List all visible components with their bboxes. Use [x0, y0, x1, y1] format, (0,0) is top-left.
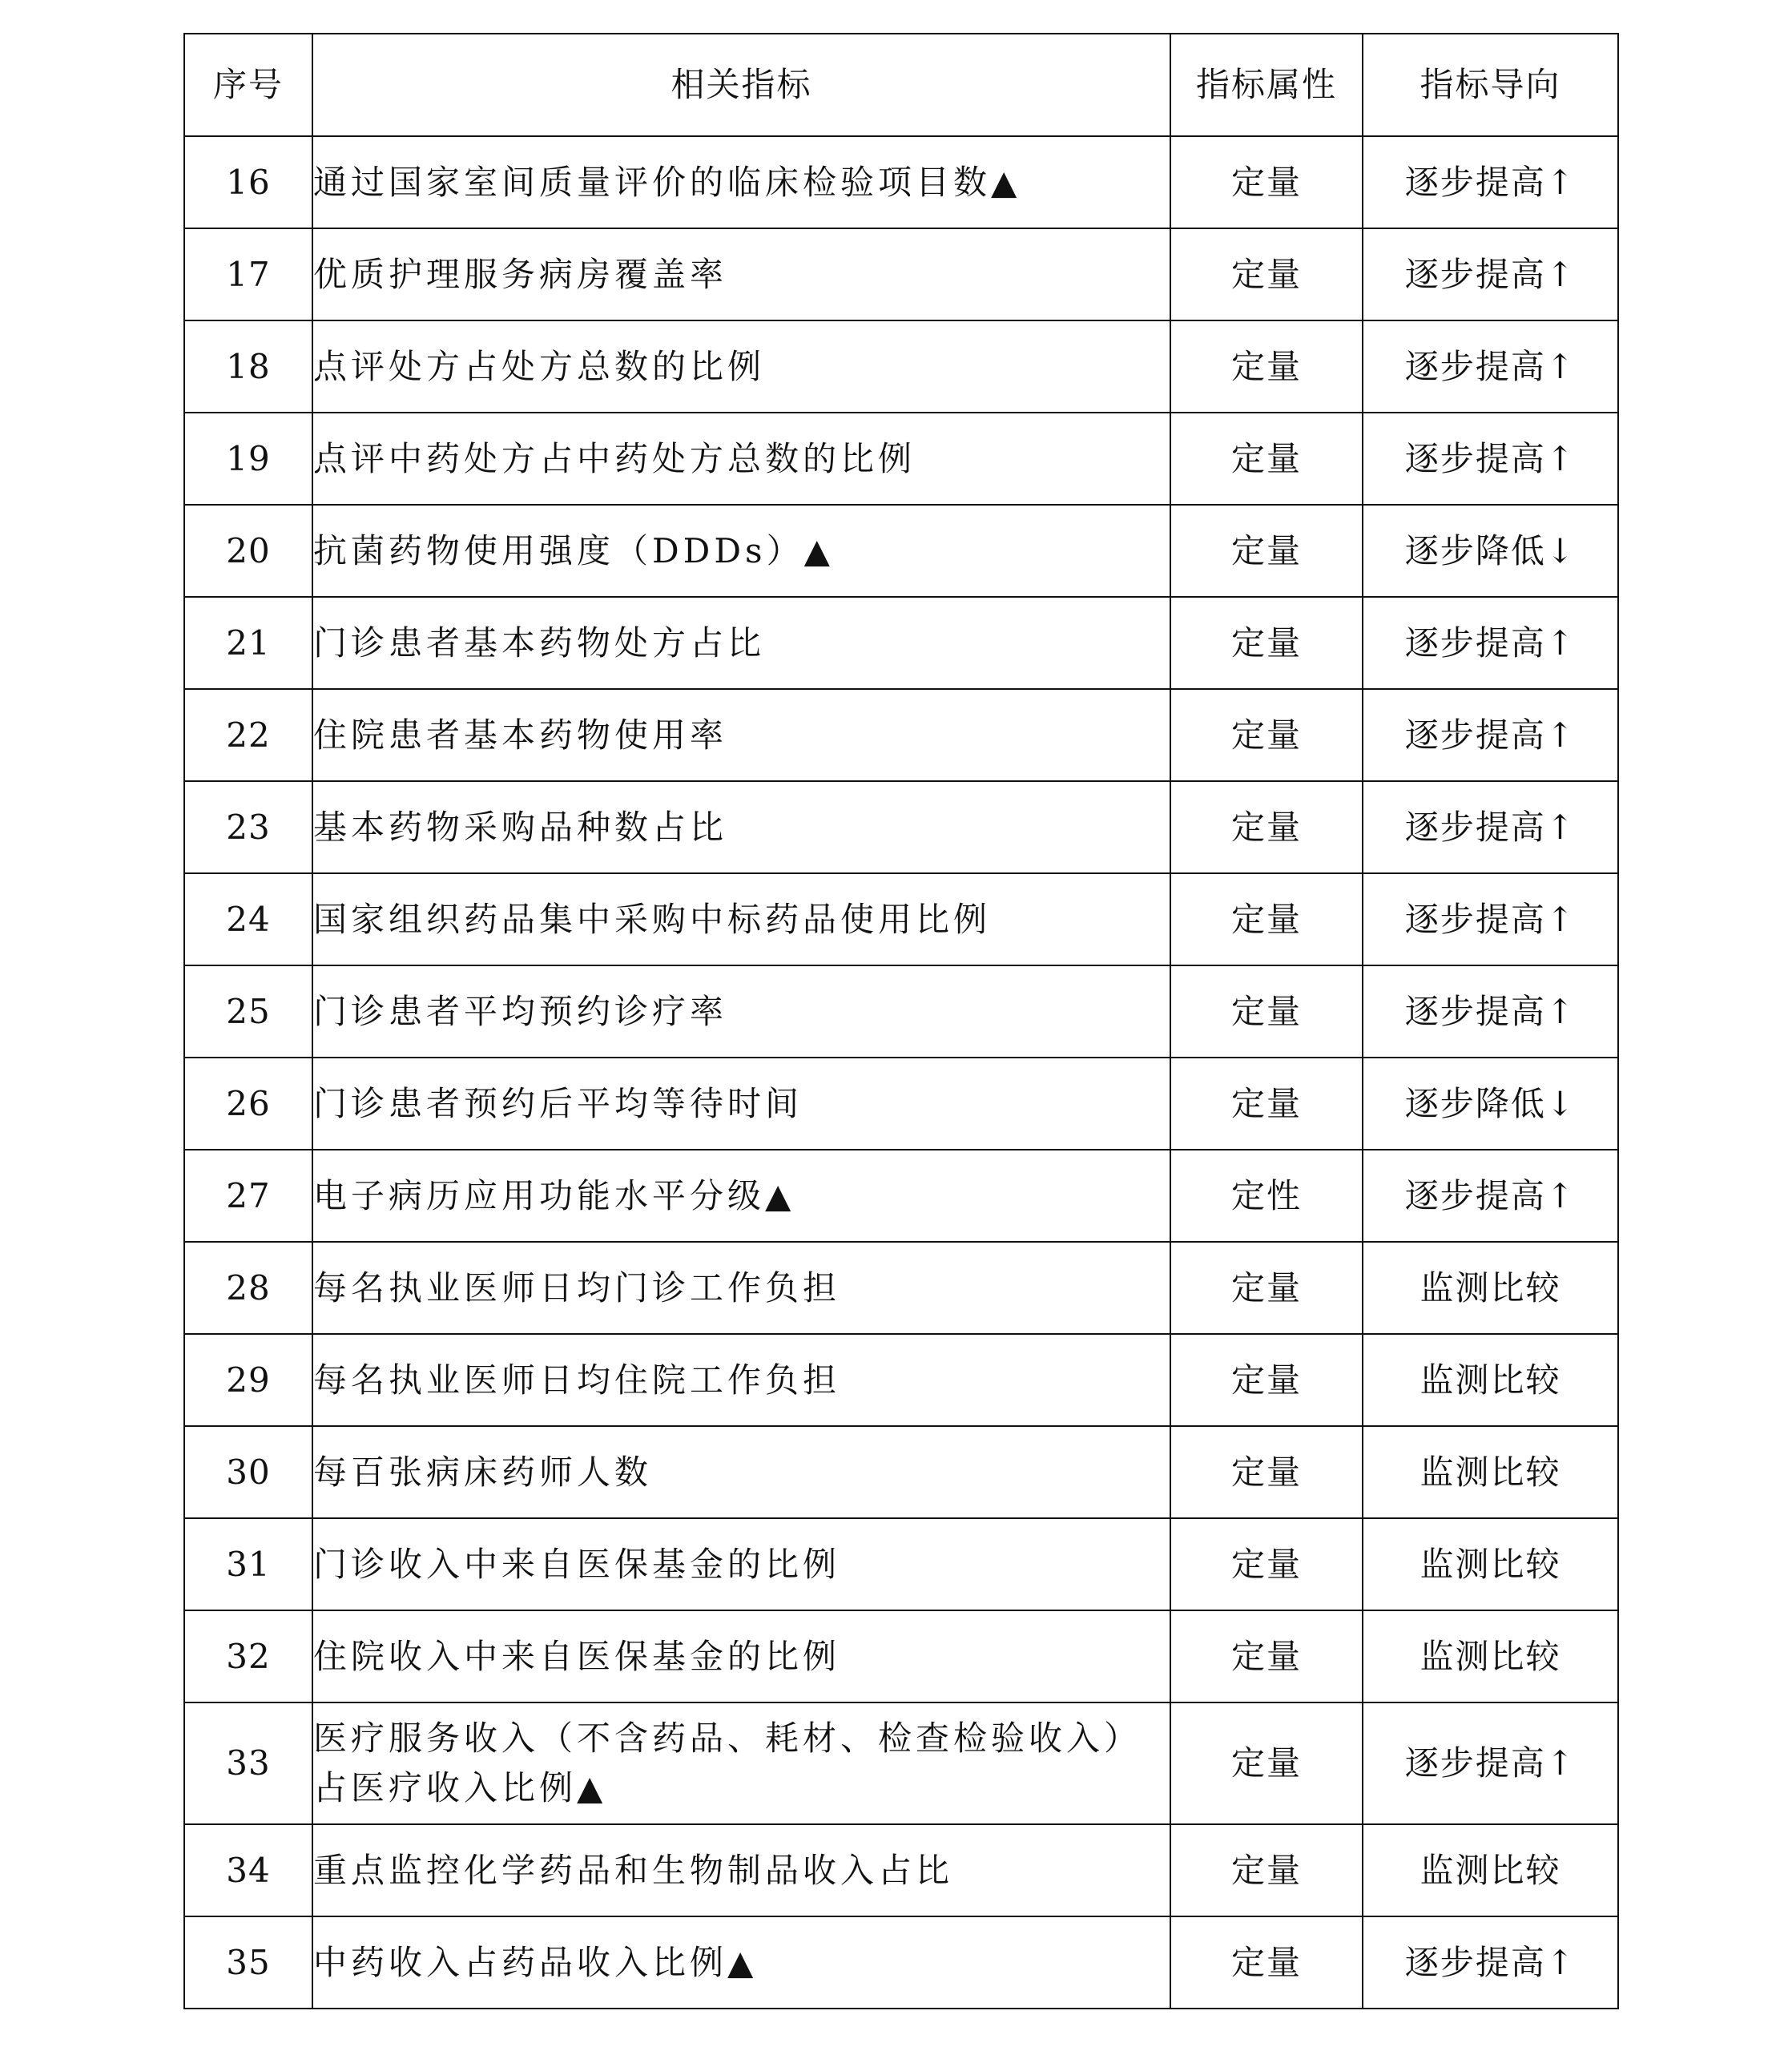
indicator-name-cell: 中药收入占药品收入比例▲ — [312, 1916, 1170, 2009]
attribute-cell: 定量 — [1170, 136, 1363, 228]
header-attribute: 指标属性 — [1170, 34, 1363, 136]
direction-cell: 逐步提高↑ — [1363, 873, 1618, 965]
row-number-cell: 16 — [184, 136, 312, 228]
header-serial-number: 序号 — [184, 34, 312, 136]
row-number-cell: 32 — [184, 1610, 312, 1702]
attribute-cell: 定量 — [1170, 1610, 1363, 1702]
row-number-cell: 22 — [184, 689, 312, 781]
table-row — [184, 228, 1618, 320]
attribute-cell: 定量 — [1170, 1334, 1363, 1426]
table-row — [184, 1150, 1618, 1242]
table-row — [184, 320, 1618, 413]
row-number-cell: 24 — [184, 873, 312, 965]
indicator-name-cell: 通过国家室间质量评价的临床检验项目数▲ — [312, 136, 1170, 228]
table-header-row — [184, 34, 1618, 136]
header-direction: 指标导向 — [1363, 34, 1618, 136]
indicator-name-cell: 医疗服务收入（不含药品、耗材、检查检验收入）占医疗收入比例▲ — [312, 1702, 1170, 1824]
indicator-table — [183, 33, 1619, 2009]
indicator-name-cell: 门诊患者预约后平均等待时间 — [312, 1058, 1170, 1150]
indicator-name-cell: 优质护理服务病房覆盖率 — [312, 228, 1170, 320]
attribute-cell: 定量 — [1170, 413, 1363, 505]
table-row — [184, 1702, 1618, 1824]
attribute-cell: 定量 — [1170, 1702, 1363, 1824]
attribute-cell: 定量 — [1170, 689, 1363, 781]
attribute-cell: 定量 — [1170, 1058, 1363, 1150]
row-number-cell: 29 — [184, 1334, 312, 1426]
indicator-name-cell: 每名执业医师日均门诊工作负担 — [312, 1242, 1170, 1334]
table-row — [184, 1518, 1618, 1610]
direction-cell: 逐步提高↑ — [1363, 689, 1618, 781]
indicator-name-cell: 电子病历应用功能水平分级▲ — [312, 1150, 1170, 1242]
attribute-cell: 定量 — [1170, 228, 1363, 320]
table-row — [184, 873, 1618, 965]
attribute-cell: 定量 — [1170, 965, 1363, 1058]
direction-cell: 逐步提高↑ — [1363, 965, 1618, 1058]
indicator-name-cell: 门诊患者基本药物处方占比 — [312, 597, 1170, 689]
row-number-cell: 34 — [184, 1824, 312, 1916]
direction-cell: 监测比较 — [1363, 1426, 1618, 1518]
indicator-name-cell: 国家组织药品集中采购中标药品使用比例 — [312, 873, 1170, 965]
direction-cell: 监测比较 — [1363, 1518, 1618, 1610]
direction-cell: 监测比较 — [1363, 1242, 1618, 1334]
indicator-name-cell: 每百张病床药师人数 — [312, 1426, 1170, 1518]
indicator-name-cell: 住院收入中来自医保基金的比例 — [312, 1610, 1170, 1702]
attribute-cell: 定量 — [1170, 597, 1363, 689]
row-number-cell: 18 — [184, 320, 312, 413]
row-number-cell: 35 — [184, 1916, 312, 2009]
direction-cell: 逐步降低↓ — [1363, 505, 1618, 597]
direction-cell: 逐步提高↑ — [1363, 1702, 1618, 1824]
direction-cell: 逐步提高↑ — [1363, 597, 1618, 689]
row-number-cell: 21 — [184, 597, 312, 689]
direction-cell: 逐步提高↑ — [1363, 1916, 1618, 2009]
attribute-cell: 定量 — [1170, 1518, 1363, 1610]
header-indicator: 相关指标 — [312, 34, 1170, 136]
row-number-cell: 30 — [184, 1426, 312, 1518]
row-number-cell: 31 — [184, 1518, 312, 1610]
direction-cell: 监测比较 — [1363, 1334, 1618, 1426]
direction-cell: 逐步提高↑ — [1363, 320, 1618, 413]
indicator-name-cell: 每名执业医师日均住院工作负担 — [312, 1334, 1170, 1426]
indicator-name-cell: 门诊患者平均预约诊疗率 — [312, 965, 1170, 1058]
attribute-cell: 定量 — [1170, 505, 1363, 597]
table-row — [184, 597, 1618, 689]
indicator-name-cell: 门诊收入中来自医保基金的比例 — [312, 1518, 1170, 1610]
row-number-cell: 27 — [184, 1150, 312, 1242]
table-row — [184, 781, 1618, 873]
attribute-cell: 定量 — [1170, 1916, 1363, 2009]
direction-cell: 逐步提高↑ — [1363, 136, 1618, 228]
table-row — [184, 1610, 1618, 1702]
table-row — [184, 689, 1618, 781]
indicator-name-cell: 点评中药处方占中药处方总数的比例 — [312, 413, 1170, 505]
row-number-cell: 17 — [184, 228, 312, 320]
direction-cell: 逐步提高↑ — [1363, 228, 1618, 320]
table-row — [184, 413, 1618, 505]
row-number-cell: 19 — [184, 413, 312, 505]
table-row — [184, 965, 1618, 1058]
attribute-cell: 定量 — [1170, 1242, 1363, 1334]
table-row — [184, 1058, 1618, 1150]
table-row — [184, 1242, 1618, 1334]
row-number-cell: 28 — [184, 1242, 312, 1334]
direction-cell: 逐步提高↑ — [1363, 1150, 1618, 1242]
direction-cell: 逐步提高↑ — [1363, 413, 1618, 505]
direction-cell: 逐步降低↓ — [1363, 1058, 1618, 1150]
direction-cell: 监测比较 — [1363, 1824, 1618, 1916]
table-row — [184, 1426, 1618, 1518]
indicator-name-cell: 重点监控化学药品和生物制品收入占比 — [312, 1824, 1170, 1916]
direction-cell: 监测比较 — [1363, 1610, 1618, 1702]
row-number-cell: 20 — [184, 505, 312, 597]
table-row — [184, 1334, 1618, 1426]
row-number-cell: 33 — [184, 1702, 312, 1824]
indicator-name-cell: 点评处方占处方总数的比例 — [312, 320, 1170, 413]
attribute-cell: 定性 — [1170, 1150, 1363, 1242]
indicator-name-cell: 抗菌药物使用强度（DDDs）▲ — [312, 505, 1170, 597]
indicator-name-cell: 住院患者基本药物使用率 — [312, 689, 1170, 781]
table-row — [184, 136, 1618, 228]
direction-cell: 逐步提高↑ — [1363, 781, 1618, 873]
table-row — [184, 1916, 1618, 2009]
row-number-cell: 25 — [184, 965, 312, 1058]
table-row — [184, 1824, 1618, 1916]
attribute-cell: 定量 — [1170, 1824, 1363, 1916]
row-number-cell: 23 — [184, 781, 312, 873]
table-body — [184, 136, 1618, 2009]
indicator-name-cell: 基本药物采购品种数占比 — [312, 781, 1170, 873]
attribute-cell: 定量 — [1170, 320, 1363, 413]
attribute-cell: 定量 — [1170, 1426, 1363, 1518]
row-number-cell: 26 — [184, 1058, 312, 1150]
attribute-cell: 定量 — [1170, 873, 1363, 965]
attribute-cell: 定量 — [1170, 781, 1363, 873]
table-row — [184, 505, 1618, 597]
